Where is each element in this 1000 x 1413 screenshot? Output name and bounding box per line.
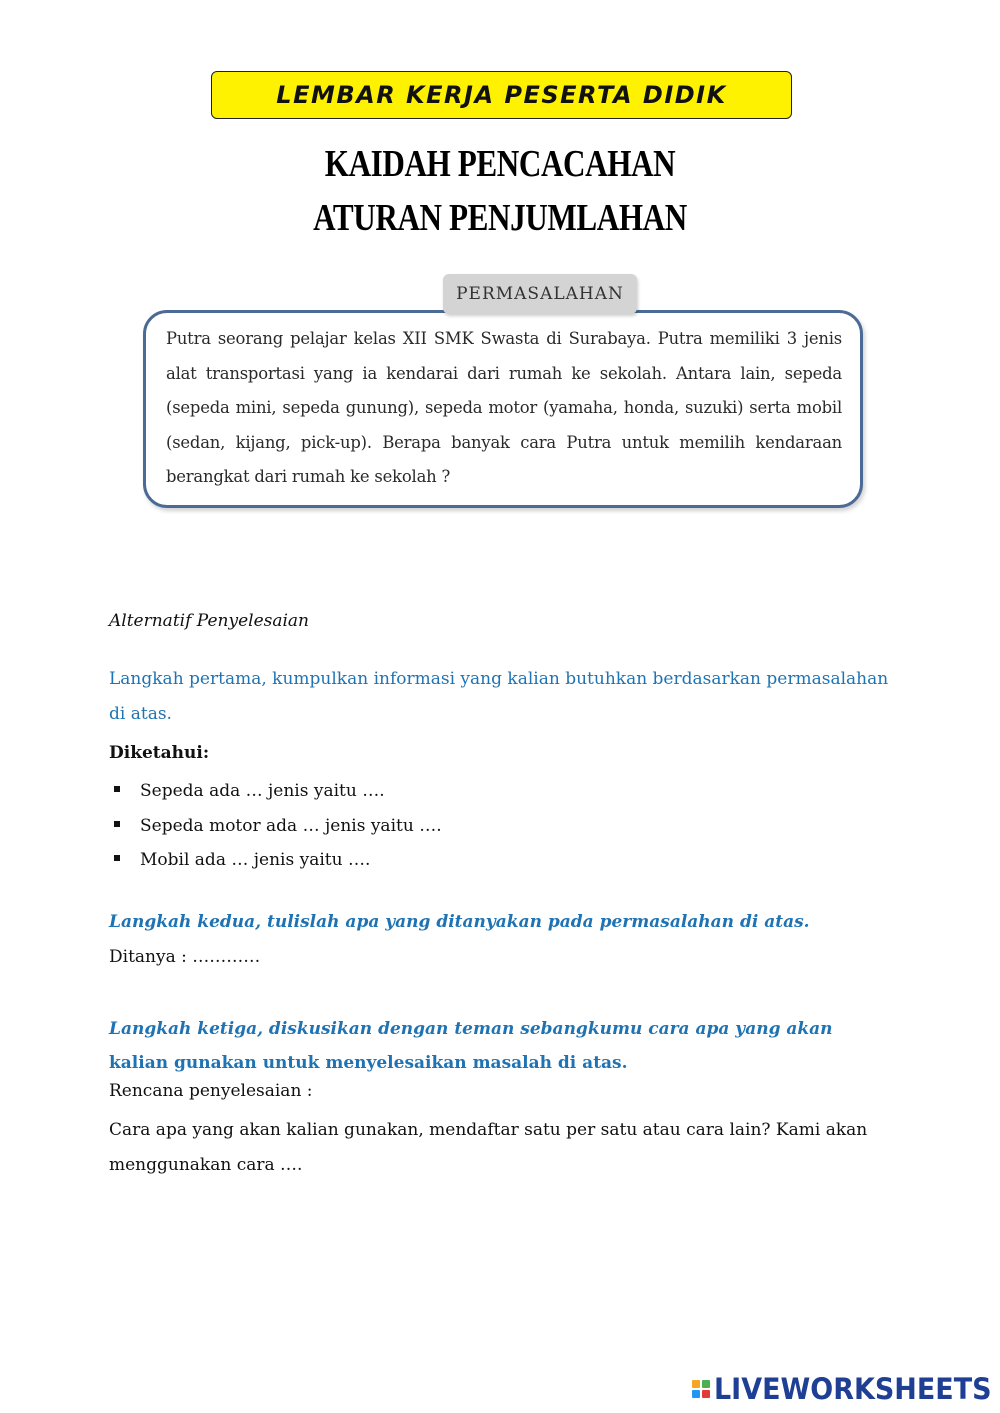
step3-instruction bbox=[109, 1012, 889, 1080]
known-item-text: Sepeda motor ada … jenis yaitu …. bbox=[140, 815, 442, 836]
list-item bbox=[114, 809, 442, 844]
known-list bbox=[114, 774, 442, 878]
worksheet-banner: LEMBAR KERJA PESERTA DIDIK bbox=[211, 71, 792, 119]
problem-tab-label: PERMASALAHAN bbox=[443, 274, 637, 314]
step2-instruction: Langkah kedua, tulislah apa yang ditanyakan pada permasalahan di atas. bbox=[109, 912, 810, 932]
problem-text: Putra seorang pelajar kelas XII SMK Swasta di Surabaya. Putra memiliki 3 jenis alat transportasi yang ia kendarai dari rumah ke sekolah. Antara lain, sepeda (sepeda mini, sepeda gunung), sepeda motor (yamaha, honda, suzuki) serta mobil (sedan, kijang, pick-up). Berapa banyak cara Putra untuk memilih kendaraan berangkat dari rumah ke sekolah ? bbox=[166, 329, 842, 486]
bullet-square-icon bbox=[114, 855, 120, 861]
step1-instruction: Langkah pertama, kumpulkan informasi yang kalian butuhkan berdasarkan permasalahan di atas. bbox=[109, 669, 889, 724]
liveworksheets-wordmark: LIVEWORKSHEETS bbox=[714, 1372, 992, 1406]
known-item-text: Mobil ada … jenis yaitu …. bbox=[140, 850, 371, 871]
known-item-text: Sepeda ada … jenis yaitu …. bbox=[140, 781, 385, 802]
list-item bbox=[114, 843, 442, 878]
plan-label: Rencana penyelesaian : bbox=[109, 1081, 313, 1101]
asked-field: Ditanya : ………… bbox=[109, 947, 261, 967]
liveworksheets-icon bbox=[692, 1380, 710, 1398]
solution-title: Alternatif Penyelesaian bbox=[109, 611, 310, 631]
liveworksheets-logo bbox=[692, 1372, 1000, 1406]
step3-italic-text: Langkah ketiga, diskusikan dengan teman sebangkumu cara apa yang akan bbox=[109, 1019, 833, 1039]
page-title-line1: KAIDAH PENCACAHAN bbox=[324, 143, 676, 185]
known-label: Diketahui: bbox=[109, 743, 210, 763]
bullet-square-icon bbox=[114, 821, 120, 827]
list-item bbox=[114, 774, 442, 809]
bullet-square-icon bbox=[114, 786, 120, 792]
step3-bold-text: kalian gunakan untuk menyelesaikan masalah di atas. bbox=[109, 1053, 628, 1073]
page-title-line2: ATURAN PENJUMLAHAN bbox=[313, 197, 687, 239]
plan-text: Cara apa yang akan kalian gunakan, mendaftar satu per satu atau cara lain? Kami akan menggunakan cara …. bbox=[109, 1120, 868, 1175]
